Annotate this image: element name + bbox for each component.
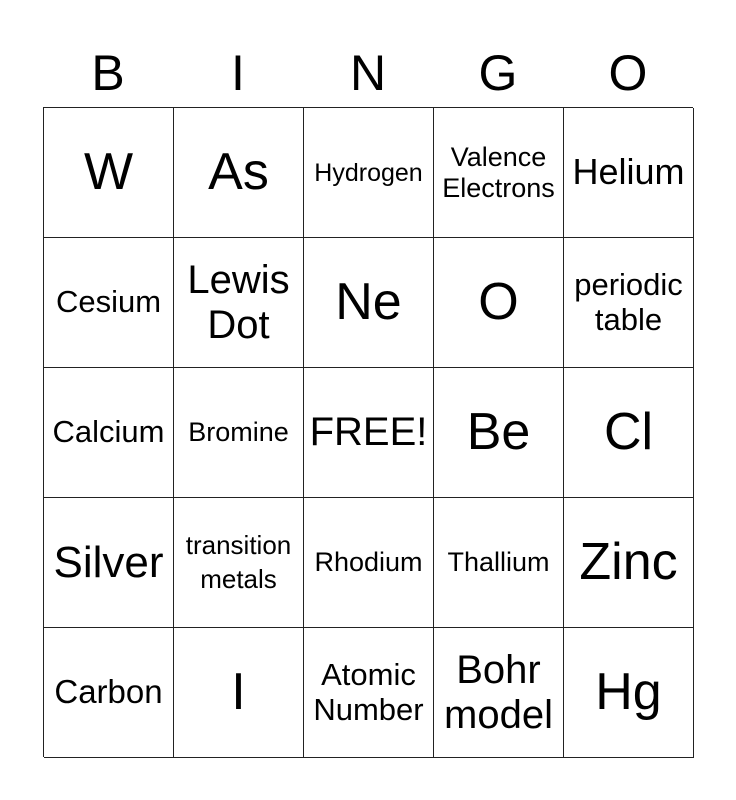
bingo-cell-r5-c3[interactable] — [304, 628, 434, 758]
bingo-cell-r3-c5[interactable] — [564, 368, 694, 498]
bingo-cell-r1-c4[interactable] — [434, 108, 564, 238]
cell-label: Bromine — [188, 417, 289, 448]
cell-label: Calcium — [52, 414, 165, 450]
bingo-cell-r2-c3[interactable] — [304, 238, 434, 368]
cell-label: Atomic Number — [313, 656, 424, 727]
cell-label: Rhodium — [314, 547, 423, 578]
cell-label: Silver — [53, 537, 164, 587]
cell-label: Cl — [603, 403, 654, 462]
bingo-cell-r1-c5[interactable] — [564, 108, 694, 238]
cell-label: W — [83, 143, 134, 202]
bingo-cell-r4-c3[interactable] — [304, 498, 434, 628]
cell-label: I — [231, 663, 246, 722]
bingo-cell-r5-c2[interactable] — [174, 628, 304, 758]
bingo-cell-r2-c1[interactable] — [44, 238, 174, 368]
header-letter-n: N — [349, 45, 387, 101]
bingo-cell-free[interactable] — [304, 368, 434, 498]
cell-label: Lewis Dot — [187, 257, 290, 347]
bingo-header — [43, 40, 693, 106]
cell-label: Be — [466, 403, 531, 462]
cell-label: periodic table — [574, 266, 683, 337]
header-letter-b: B — [91, 45, 125, 101]
cell-label: Bohr model — [444, 647, 553, 737]
bingo-cell-r5-c4[interactable] — [434, 628, 564, 758]
bingo-cell-r5-c5[interactable] — [564, 628, 694, 758]
bingo-cell-r4-c4[interactable] — [434, 498, 564, 628]
cell-label: Ne — [335, 273, 402, 332]
cell-label: As — [208, 143, 269, 202]
cell-label: Cesium — [55, 284, 162, 320]
bingo-cell-r1-c2[interactable] — [174, 108, 304, 238]
bingo-cell-r1-c3[interactable] — [304, 108, 434, 238]
cell-label: Helium — [572, 151, 685, 193]
cell-label: transition metals — [185, 529, 292, 594]
bingo-cell-r4-c1[interactable] — [44, 498, 174, 628]
bingo-board — [43, 107, 693, 757]
cell-label: FREE! — [309, 410, 428, 455]
bingo-cell-r2-c4[interactable] — [434, 238, 564, 368]
bingo-cell-r3-c2[interactable] — [174, 368, 304, 498]
bingo-cell-r4-c5[interactable] — [564, 498, 694, 628]
header-letter-g: G — [478, 45, 518, 101]
bingo-cell-r3-c4[interactable] — [434, 368, 564, 498]
bingo-cell-r4-c2[interactable] — [174, 498, 304, 628]
cell-label: O — [478, 273, 519, 332]
header-letter-i: I — [231, 45, 245, 101]
bingo-cell-r5-c1[interactable] — [44, 628, 174, 758]
header-letter-o: O — [608, 45, 648, 101]
bingo-cell-r2-c2[interactable] — [174, 238, 304, 368]
bingo-cell-r3-c1[interactable] — [44, 368, 174, 498]
cell-label: Carbon — [54, 673, 163, 711]
cell-label: Zinc — [579, 533, 678, 592]
cell-label: Valence Electrons — [442, 142, 555, 203]
cell-label: Thallium — [447, 547, 550, 578]
cell-label: Hydrogen — [314, 158, 423, 187]
bingo-cell-r1-c1[interactable] — [44, 108, 174, 238]
cell-label: Hg — [595, 663, 662, 722]
bingo-cell-r2-c5[interactable] — [564, 238, 694, 368]
